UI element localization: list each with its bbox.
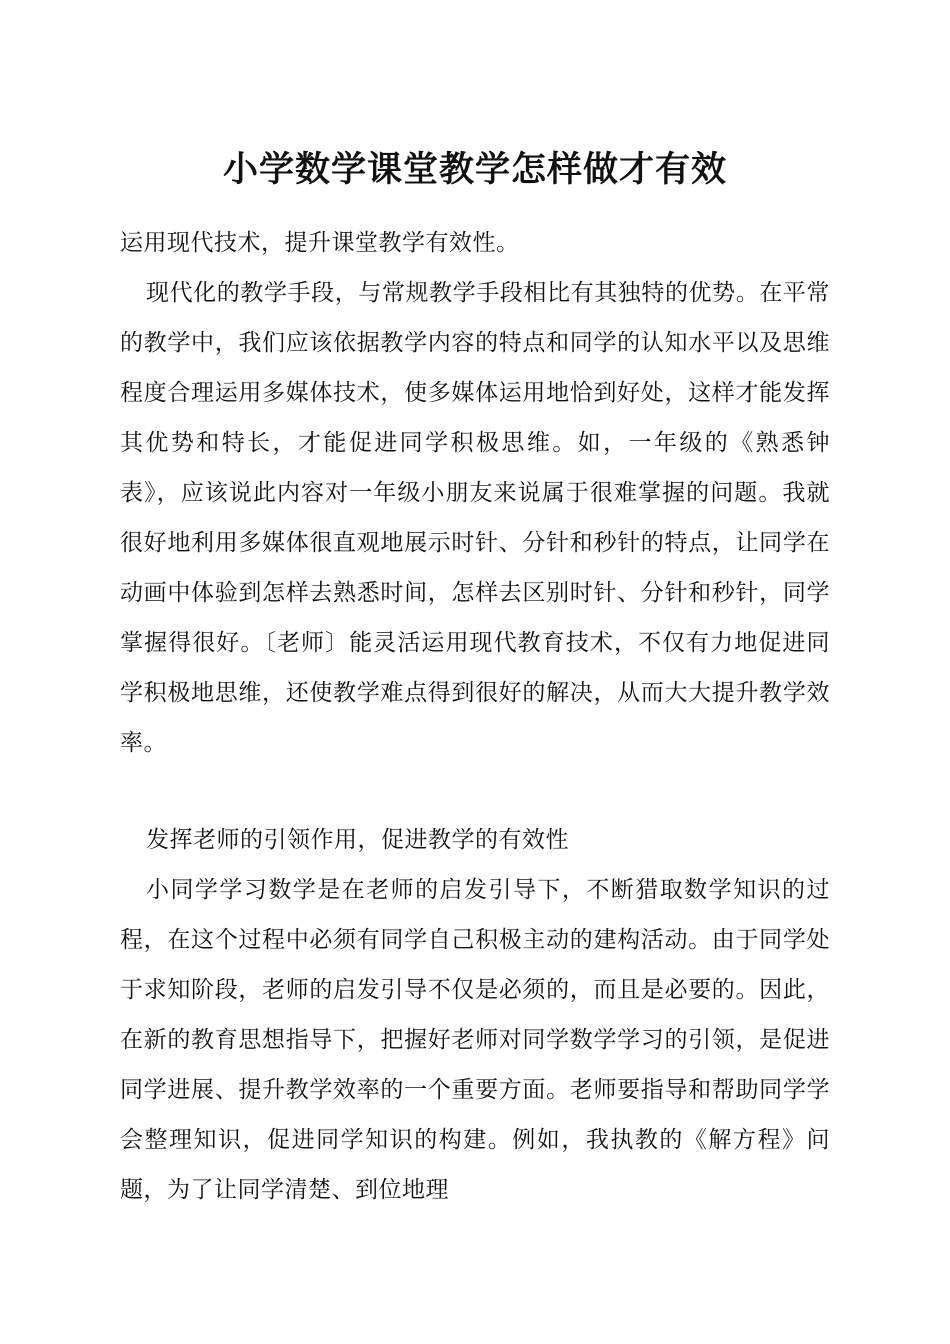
document-title: 小学数学课堂教学怎样做才有效 xyxy=(222,149,727,190)
section-heading-teacher-guidance: 发挥老师的引领作用，促进教学的有效性 xyxy=(146,827,569,853)
paragraph-modern-technology: 现代化的教学手段，与常规教学手段相比有其独特的优势。在平常的教学中，我们应该依据教学内容的特点和同学的认知水平以及思维程度合理运用多媒体技术，使多媒体运用地恰到好处，这样才能发挥其优势和特长，才能促进同学积极思维。如，一年级的《熟悉钟表》，应该说此内容对一年级小朋友来说属于很难掌握的问题。我就很好地利用多媒体很直观地展示时针、分针和秒针的特点，让同学在动画中体验到怎样去熟悉时间，怎样去区别时针、分针和秒针，同学掌握得很好。〔老师〕能灵活运用现代教育技术，不仅有力地促进同学积极地思维，还使教学难点得到很好的解决，从而大大提升教学效率。 xyxy=(120,280,830,756)
section-heading-modern-technology: 运用现代技术，提升课堂教学有效性。 xyxy=(120,230,520,256)
paragraph-teacher-guidance: 小同学学习数学是在老师的启发引导下，不断猎取数学知识的过程，在这个过程中必须有同学自己积极主动的建构活动。由于同学处于求知阶段，老师的启发引导不仅是必须的，而且是必要的。因此，在新的教育思想指导下，把握好老师对同学数学学习的引领，是促进同学进展、提升教学效率的一个重要方面。老师要指导和帮助同学学会整理知识，促进同学知识的构建。例如，我执教的《解方程》问题，为了让同学清楚、到位地理 xyxy=(120,877,830,1203)
